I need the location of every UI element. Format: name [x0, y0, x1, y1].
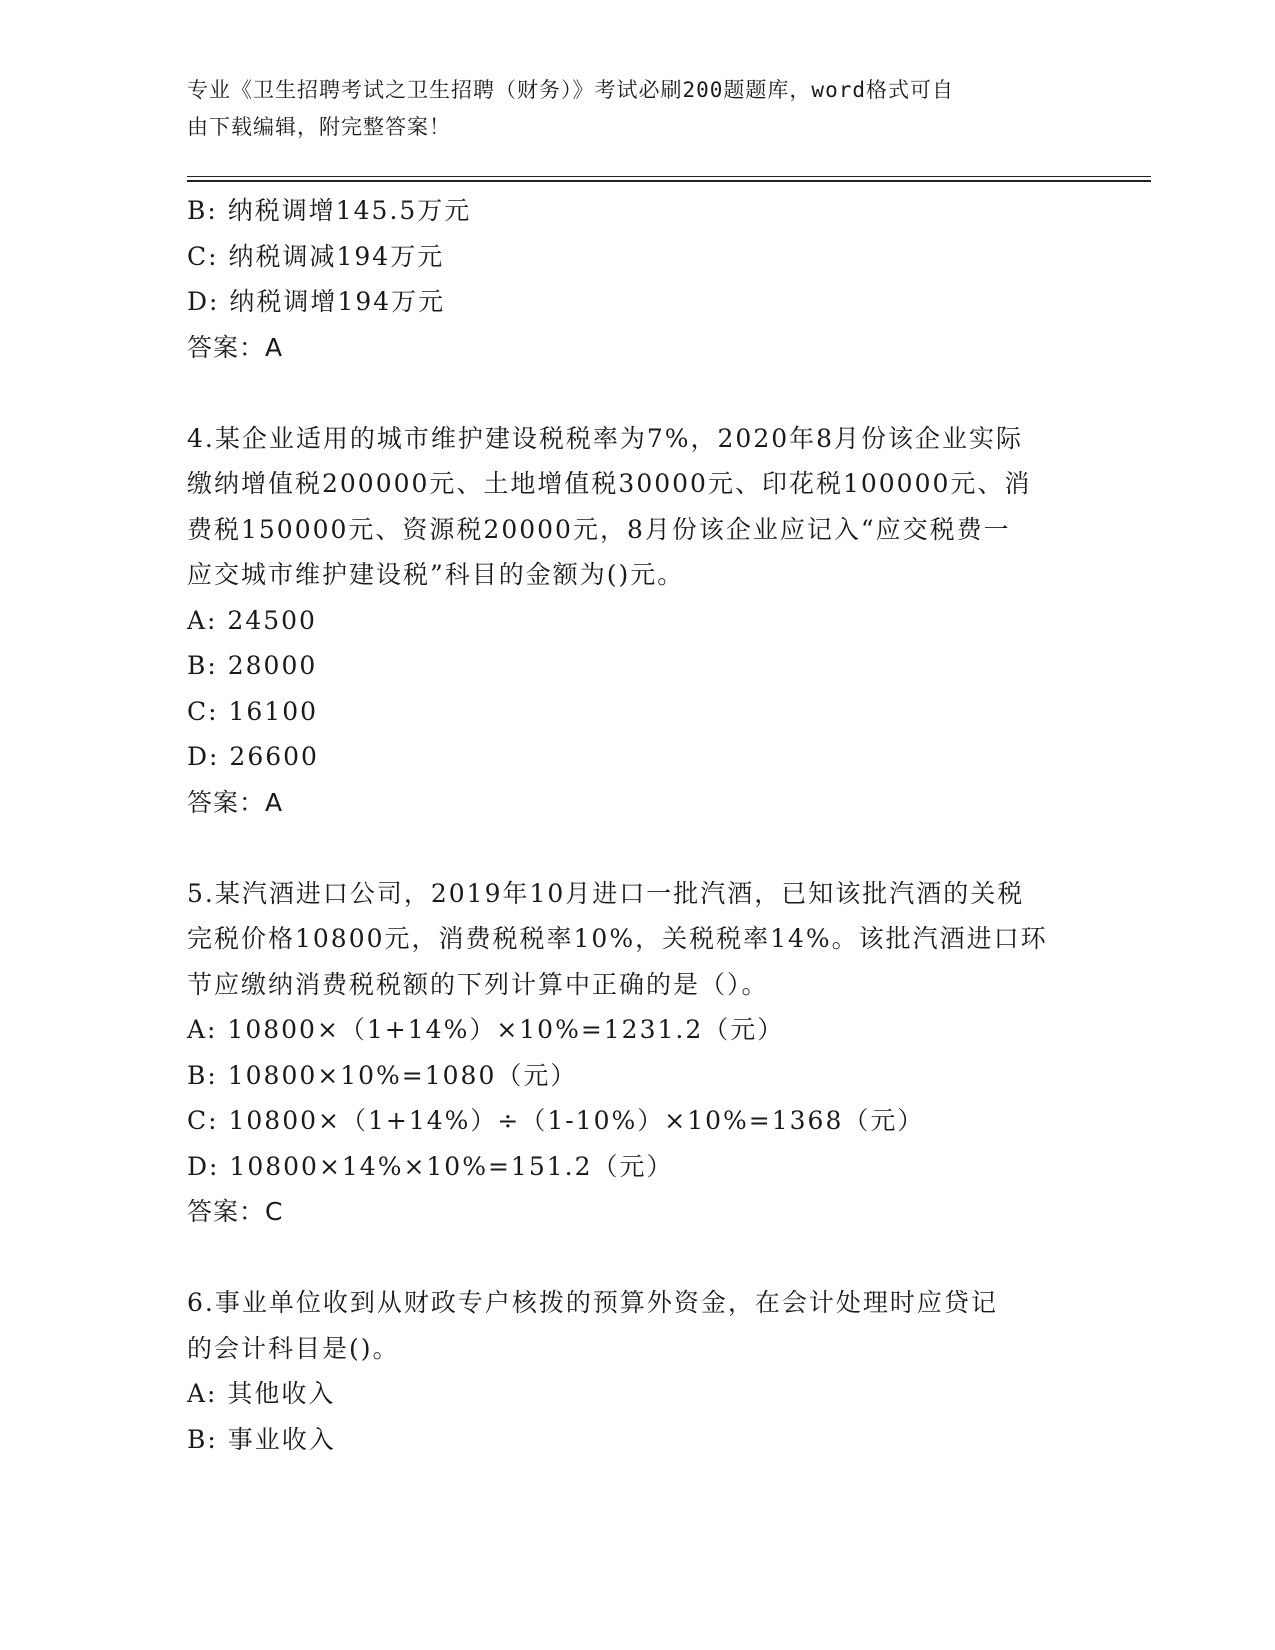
header-divider: [187, 176, 1151, 182]
q4-stem-line: 应交城市维护建设税”科目的金额为()元。: [187, 560, 685, 589]
q6-stem-line: 6.事业单位收到从财政专户核拨的预算外资金，在会计处理时应贷记: [187, 1288, 998, 1317]
q5-stem-line: 完税价格10800元，消费税税率10%，关税税率14%。该批汽酒进口环: [187, 924, 1048, 953]
q5-stem-line: 5.某汽酒进口公司，2019年10月进口一批汽酒，已知该批汽酒的关税: [187, 878, 1025, 908]
q5-option-b: B: 10800×10%=1080（元）: [187, 1060, 578, 1090]
q4-stem-line: 4.某企业适用的城市维护建设税税率为7%，2020年8月份该企业实际: [187, 423, 1024, 453]
q4-answer: 答案：A: [187, 787, 284, 817]
q5-option-c: C: 10800×（1+14%）÷（1-10%）×10%=1368（元）: [187, 1106, 925, 1135]
header-line-2: 由下载编辑，附完整答案！: [187, 115, 451, 139]
question-3-tail: [187, 188, 1087, 370]
q4-stem-line: 费税150000元、资源税20000元，8月份该企业应记入“应交税费一: [187, 514, 1011, 544]
q5-stem-line: 节应缴纳消费税税额的下列计算中正确的是（）。: [187, 969, 769, 999]
q6-stem-line: 的会计科目是()。: [187, 1333, 400, 1363]
question-4: [187, 416, 1087, 826]
question-6: [187, 1280, 1087, 1462]
q3-answer: 答案：A: [187, 332, 284, 362]
question-5: [187, 871, 1087, 1235]
page-header: [187, 72, 1067, 146]
q4-option-a: A: 24500: [187, 605, 317, 635]
header-line-1: 专业《卫生招聘考试之卫生招聘（财务）》考试必刷200题题库，word格式可自: [187, 78, 954, 102]
q3-option-b: B: 纳税调增145.5万元: [187, 196, 472, 225]
q4-stem-line: 缴纳增值税200000元、土地增值税30000元、印花税100000元、消: [187, 469, 1032, 498]
q3-option-c: C: 纳税调减194万元: [187, 241, 445, 271]
q6-option-a: A: 其他收入: [187, 1379, 336, 1408]
q6-option-b: B: 事业收入: [187, 1424, 336, 1454]
q5-option-a: A: 10800×（1+14%）×10%=1231.2（元）: [187, 1015, 785, 1044]
q5-answer: 答案：C: [187, 1197, 284, 1226]
q5-option-d: D: 10800×14%×10%=151.2（元）: [187, 1151, 674, 1181]
question-content: [187, 188, 1087, 1462]
q4-option-b: B: 28000: [187, 651, 318, 680]
q3-option-d: D: 纳税调增194万元: [187, 287, 446, 316]
q4-option-c: C: 16100: [187, 696, 319, 726]
q4-option-d: D: 26600: [187, 742, 319, 771]
